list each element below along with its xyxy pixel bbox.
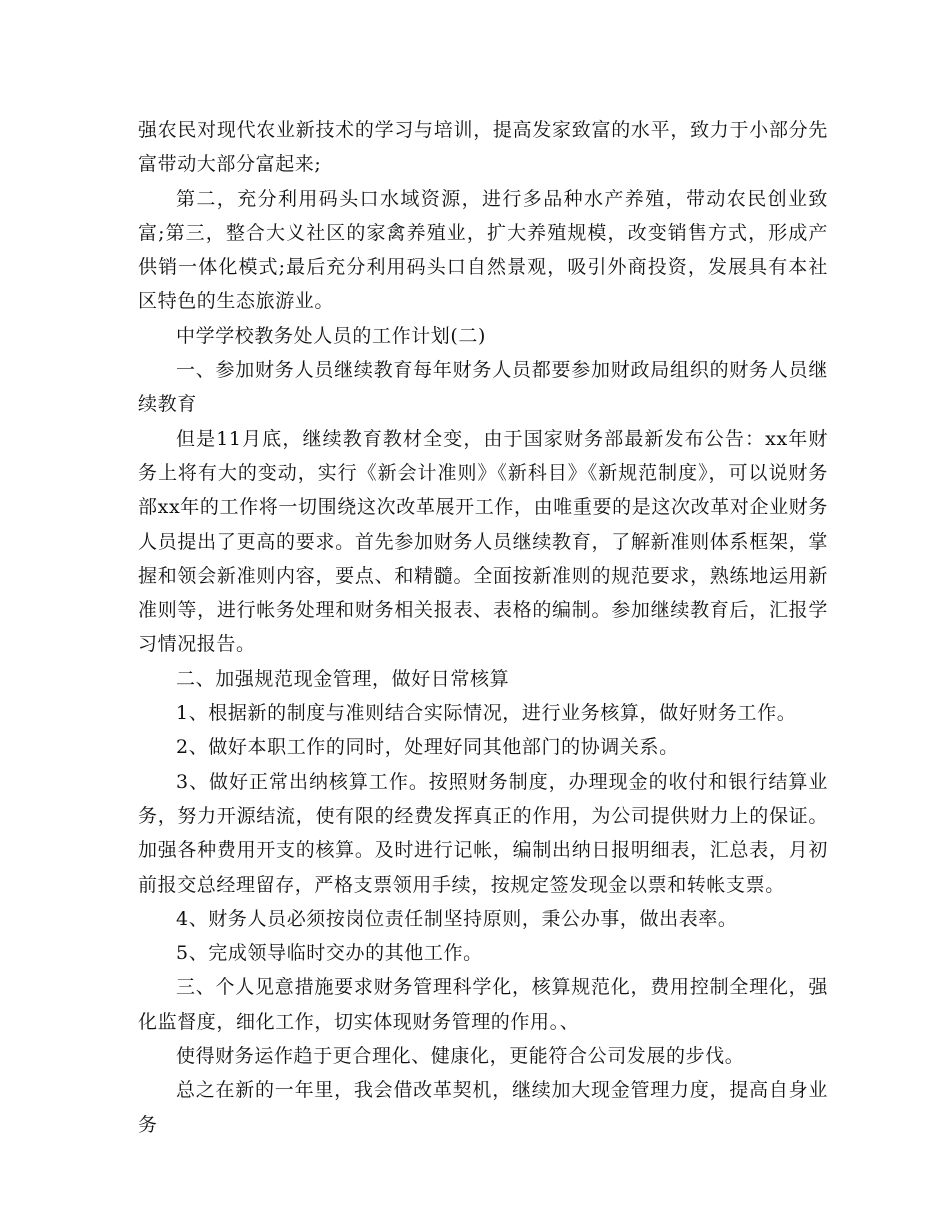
paragraph-13: 使得财务运作趋于更合理化、健康化，更能符合公司发展的步伐。	[176, 1045, 745, 1068]
document-body	[138, 113, 828, 1142]
paragraph-6: 二、加强规范现金管理，做好日常核算	[176, 667, 510, 690]
paragraph-12: 三、个人见意措施要求财务管理科学化，核算规范化，费用控制全理化，强化监督度，细化工作，切实体现财务管理的作用。、	[138, 976, 828, 1033]
paragraph-5: 但是11月底，继续教育教材全变，由于国家财务部最新发布公告：xx年财务上将有大的变动，实行《新会计准则》《新科目》《新规范制度》，可以说财务部xx年的工作将一切围绕这次改革展开工作，由唯重要的是这次改革对企业财务人员提出了更高的要求。首先参加财务人员继续教育，了解新准则体系框架，掌握和领会新准则内容，要点、和精髓。全面按新准则的规范要求，熟练地运用新准则等，进行帐务处理和财务相关报表、表格的编制。参加继续教育后，汇报学习情况报告。	[138, 427, 828, 656]
paragraph-1: 强农民对现代农业新技术的学习与培训，提高发家致富的水平，致力于小部分先富带动大部分富起来;	[138, 119, 828, 176]
paragraph-14: 总之在新的一年里，我会借改革契机，继续加大现金管理力度，提高自身业务	[138, 1079, 828, 1136]
paragraph-9: 3、做好正常出纳核算工作。按照财务制度，办理现金的收付和银行结算业务，努力开源结流，使有限的经费发挥真正的作用，为公司提供财力上的保证。加强各种费用开支的核算。及时进行记帐，编制出纳日报明细表，汇总表，月初前报交总经理留存，严格支票领用手续，按规定签发现金以票和转帐支票。	[138, 770, 828, 896]
paragraph-11: 5、完成领导临时交办的其他工作。	[176, 942, 483, 965]
section-title: 中学学校教务处人员的工作计划(二)	[176, 324, 487, 347]
paragraph-10: 4、财务人员必须按岗位责任制坚持原则，秉公办事，做出表率。	[176, 907, 738, 930]
paragraph-7: 1、根据新的制度与准则结合实际情况，进行业务核算，做好财务工作。	[176, 702, 797, 725]
paragraph-2: 第二，充分利用码头口水域资源，进行多品种水产养殖，带动农民创业致富;第三，整合大义社区的家禽养殖业，扩大养殖规模，改变销售方式，形成产供销一体化模式;最后充分利用码头口自然景观，吸引外商投资，发展具有本社区特色的生态旅游业。	[138, 187, 828, 313]
paragraph-4: 一、参加财务人员继续教育每年财务人员都要参加财政局组织的财务人员继续教育	[138, 359, 828, 416]
paragraph-8: 2、做好本职工作的同时，处理好同其他部门的协调关系。	[176, 736, 679, 759]
